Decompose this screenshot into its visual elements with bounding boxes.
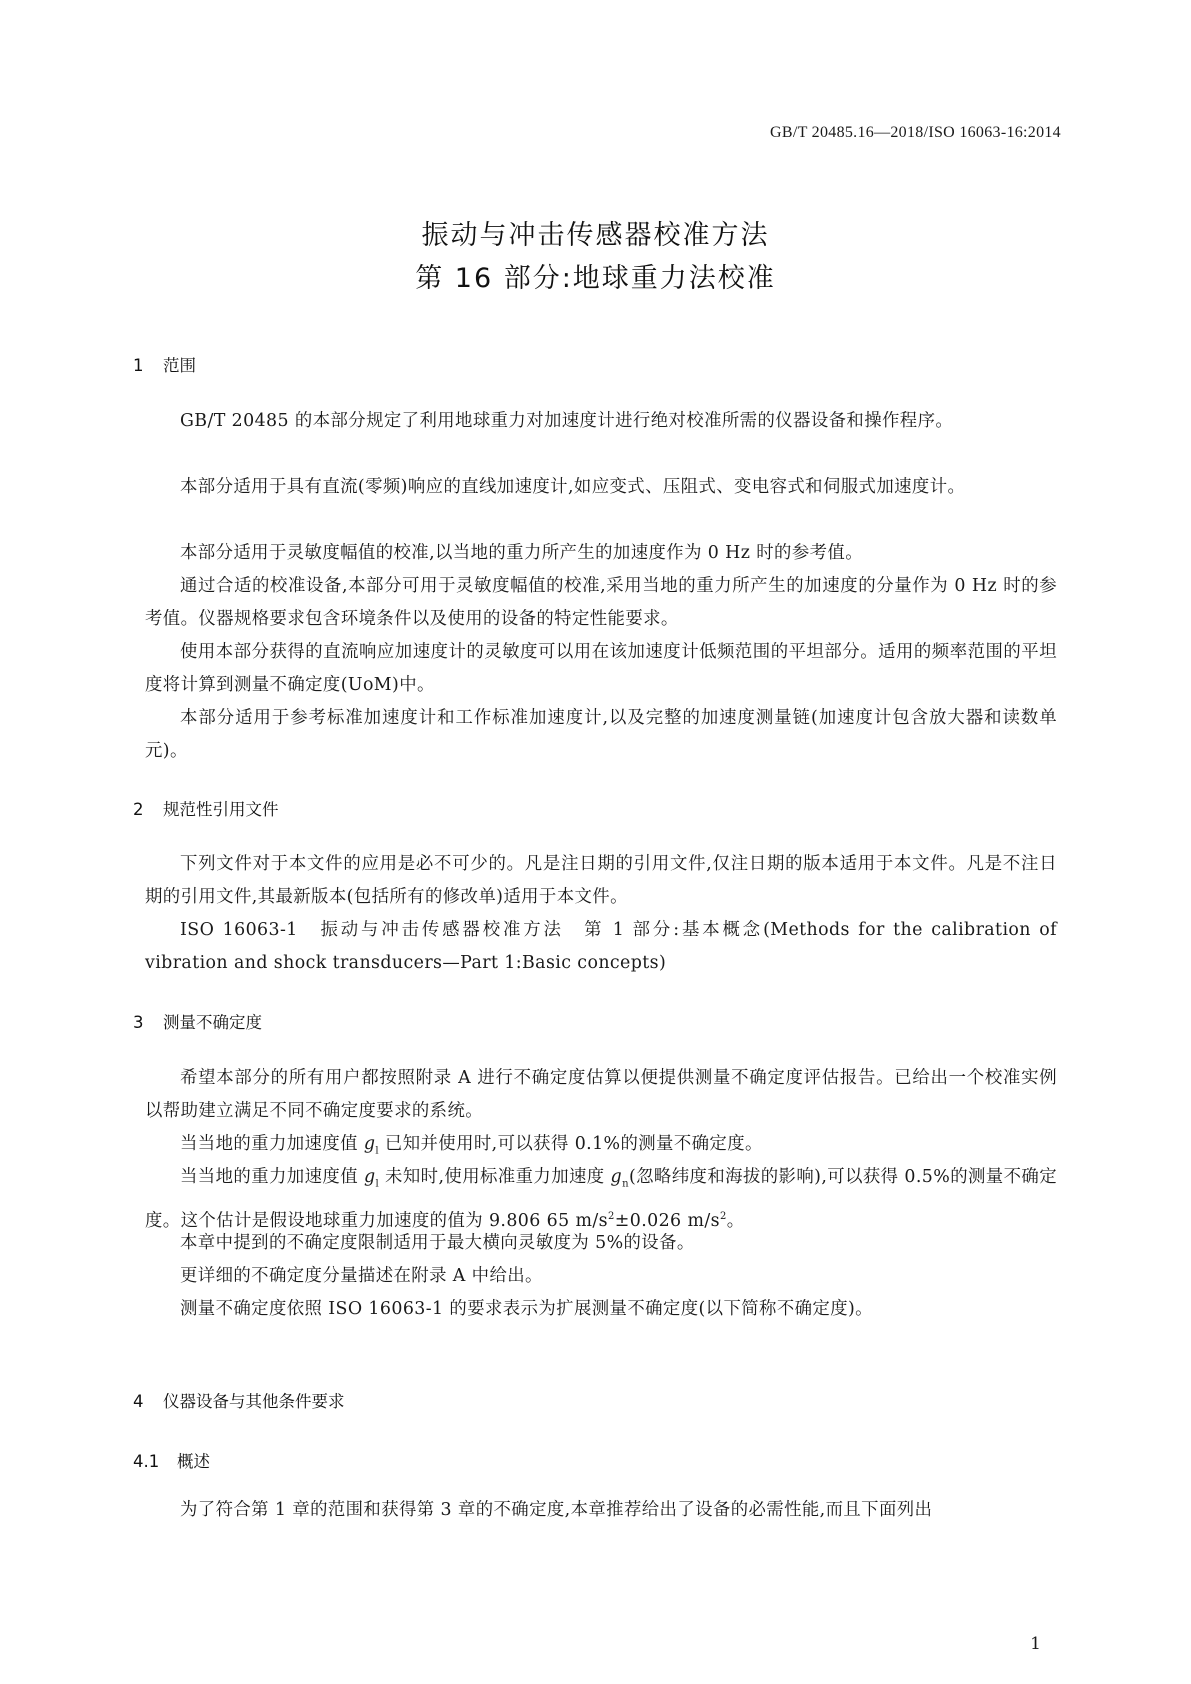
- section-number: 1: [133, 356, 144, 375]
- section-3-paragraph-6: 测量不确定度依照 ISO 16063-1 的要求表示为扩展测量不确定度(以下简称不确定度)。: [180, 1299, 873, 1319]
- subscript: l: [375, 1178, 380, 1190]
- section-2-paragraph-1: 下列文件对于本文件的应用是必不可少的。凡是注日期的引用文件,仅注日期的版本适用于本文件。凡是不注日期的引用文件,其最新版本(包括所有的修改单)适用于本文件。: [145, 854, 1057, 907]
- section-title: 测量不确定度: [163, 1013, 262, 1032]
- document-code: GB/T 20485.16—2018/ISO 16063-16:2014: [770, 124, 1061, 141]
- section-4-1-paragraph-1: 为了符合第 1 章的范围和获得第 3 章的不确定度,本章推荐给出了设备的必需性能,而且下面列出: [180, 1500, 933, 1520]
- section-3-paragraph-5: 更详细的不确定度分量描述在附录 A 中给出。: [180, 1266, 543, 1286]
- section-number: 3: [133, 1013, 144, 1032]
- text-run: 已知并使用时,可以获得 0.1%的测量不确定度。: [379, 1134, 763, 1154]
- section-2-normative-reference: ISO 16063-1 振动与冲击传感器校准方法 第 1 部分:基本概念(Methods for the calibration of vibration and shock transducers—Part 1:Basic concepts): [145, 920, 1057, 973]
- section-number: 4: [133, 1392, 144, 1411]
- section-3-paragraph-1: 希望本部分的所有用户都按照附录 A 进行不确定度估算以便提供测量不确定度评估报告。已给出一个校准实例以帮助建立满足不同不确定度要求的系统。: [145, 1068, 1057, 1121]
- subscript: l: [375, 1145, 379, 1157]
- section-2-heading: [133, 796, 279, 820]
- symbol-g: g: [363, 1134, 376, 1154]
- section-4-heading: [133, 1388, 345, 1412]
- subsection-number: 4.1: [133, 1452, 160, 1471]
- subsection-4-1-heading: [133, 1448, 210, 1472]
- text-run: (忽略纬度和海拔的影响),可以获得 0.5%的测量不确定度。这个估计是假设地球重力加速度的值为 9.806 65 m/s: [145, 1167, 1057, 1232]
- section-1-paragraph-1: GB/T 20485 的本部分规定了利用地球重力对加速度计进行绝对校准所需的仪器设备和操作程序。: [180, 411, 954, 431]
- section-title: 仪器设备与其他条件要求: [163, 1392, 345, 1411]
- text-run: 当当地的重力加速度值: [180, 1134, 364, 1154]
- section-3-heading: [133, 1009, 262, 1033]
- symbol-g: g: [610, 1167, 623, 1187]
- text-run: 未知时,使用标准重力加速度: [379, 1167, 611, 1187]
- section-title: 范围: [163, 356, 196, 375]
- text-run: ±0.026 m/s: [614, 1211, 720, 1232]
- section-1-heading: [133, 352, 196, 376]
- section-number: 2: [133, 800, 144, 819]
- section-3-paragraph-4: 本章中提到的不确定度限制适用于最大横向灵敏度为 5%的设备。: [180, 1233, 695, 1253]
- symbol-g: g: [363, 1167, 376, 1187]
- section-1-paragraph-6: 本部分适用于参考标准加速度计和工作标准加速度计,以及完整的加速度测量链(加速度计包含放大器和读数单元)。: [145, 708, 1057, 761]
- section-1-paragraph-2: 本部分适用于具有直流(零频)响应的直线加速度计,如应变式、压阻式、变电容式和伺服式加速度计。: [180, 477, 966, 497]
- text-run: 。: [726, 1211, 745, 1232]
- subsection-title: 概述: [177, 1452, 210, 1471]
- text-run: 当当地的重力加速度值: [180, 1167, 364, 1187]
- document-title-line-2: 第 16 部分:地球重力法校准: [415, 263, 776, 294]
- section-1-paragraph-4: 通过合适的校准设备,本部分可用于灵敏度幅值的校准,采用当地的重力所产生的加速度的分量作为 0 Hz 时的参考值。仪器规格要求包含环境条件以及使用的设备的特定性能要求。: [145, 576, 1057, 629]
- section-1-paragraph-3: 本部分适用于灵敏度幅值的校准,以当地的重力所产生的加速度作为 0 Hz 时的参考值。: [180, 543, 863, 563]
- page-number: 1: [1030, 1634, 1041, 1654]
- subscript: n: [622, 1178, 629, 1190]
- document-title-line-1: 振动与冲击传感器校准方法: [421, 220, 770, 251]
- superscript: 2: [719, 1211, 727, 1223]
- section-1-paragraph-5: 使用本部分获得的直流响应加速度计的灵敏度可以用在该加速度计低频范围的平坦部分。适用的频率范围的平坦度将计算到测量不确定度(UoM)中。: [145, 642, 1057, 695]
- section-title: 规范性引用文件: [163, 800, 279, 819]
- superscript: 2: [608, 1211, 615, 1223]
